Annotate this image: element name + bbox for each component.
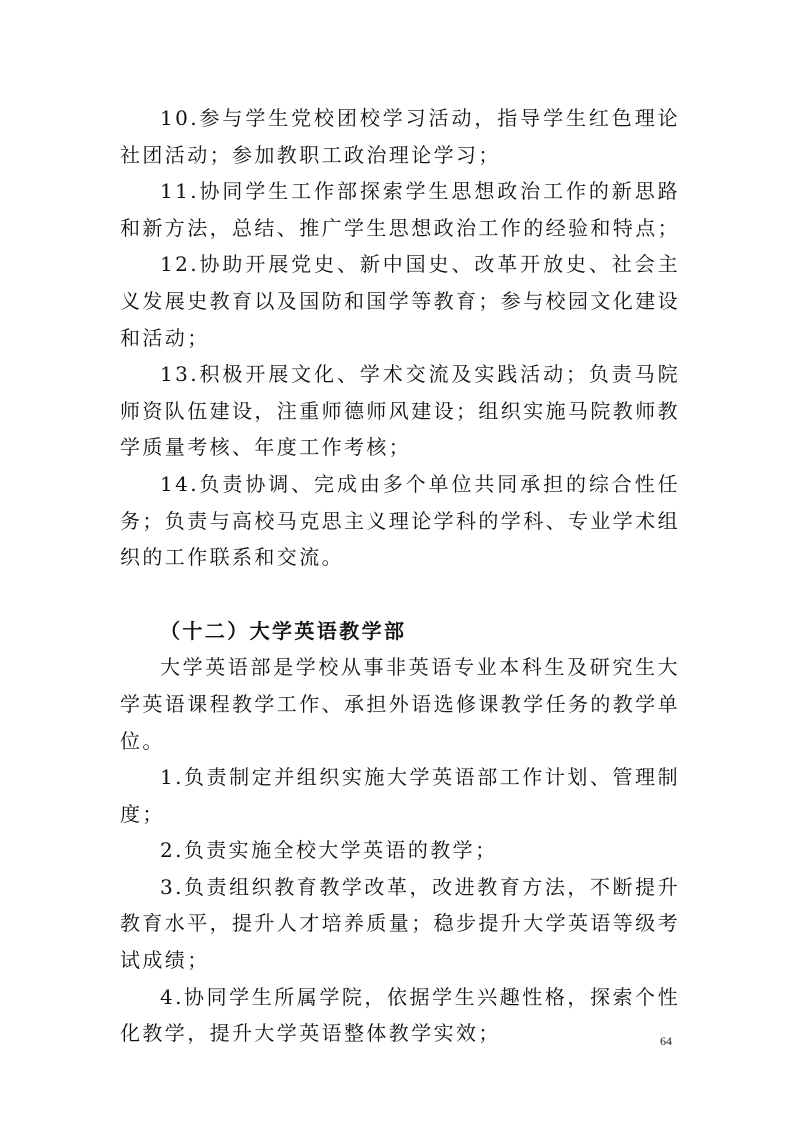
paragraph-item-3: 3.负责组织教育教学改革，改进教育方法，不断提升教育水平，提升人才培养质量；稳步提升大学英语等级考试成绩； [120, 874, 680, 973]
paragraph-item-4: 4.协同学生所属学院，依据学生兴趣性格，探索个性化教学，提升大学英语整体教学实效； [120, 984, 680, 1046]
paragraph-item-13: 13.积极开展文化、学术交流及实践活动；负责马院师资队伍建设，注重师德师风建设；组织实施马院教师教学质量考核、年度工作考核； [120, 362, 680, 460]
paragraph-item-14: 14.负责协调、完成由多个单位共同承担的综合性任务；负责与高校马克思主义理论学科的学科、专业学术组织的工作联系和交流。 [120, 471, 680, 570]
paragraph-item-12: 12.协助开展党史、新中国史、改革开放史、社会主义发展史教育以及国防和国学等教育；参与校园文化建设和活动； [120, 252, 680, 350]
paragraph-item-11: 11.协同学生工作部探索学生思想政治工作的新思路和新方法，总结、推广学生思想政治工作的经验和特点； [120, 179, 680, 240]
document-body [120, 100, 680, 1052]
paragraph-item-1: 1.负责制定并组织实施大学英语部工作计划、管理制度； [120, 765, 680, 826]
section-heading: （十二）大学英语教学部 [160, 618, 407, 643]
paragraph-item-2: 2.负责实施全校大学英语的教学； [160, 838, 498, 863]
page-number: 64 [660, 1034, 672, 1048]
section-intro-paragraph: 大学英语部是学校从事非英语专业本科生及研究生大学英语课程教学工作、承担外语选修课教学任务的教学单位。 [120, 655, 680, 753]
paragraph-item-10: 10.参与学生党校团校学习活动，指导学生红色理论社团活动；参加教职工政治理论学习； [120, 106, 680, 167]
